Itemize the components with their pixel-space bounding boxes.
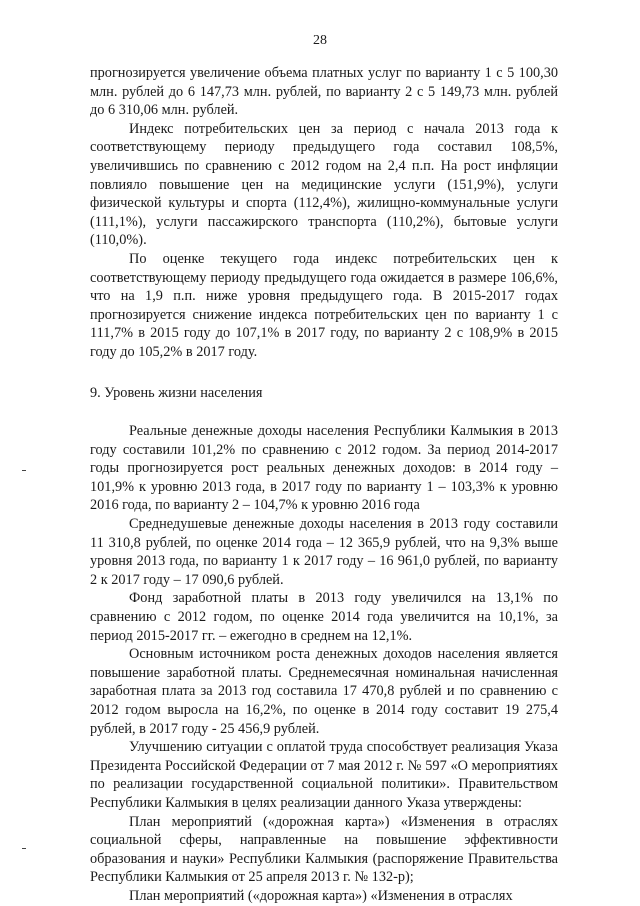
- paragraph-roadmap-education: План мероприятий («дорожная карта») «Изменения в отраслях социальной сферы, направленные на повышение эффективности образования и науки» Республики Калмыкия (распоряжение Правительства Республики Калмыкия от 25 апреля 2013 г. № 132-р);: [90, 813, 558, 886]
- section-heading: 9. Уровень жизни населения: [90, 384, 263, 401]
- margin-mark: [22, 848, 26, 849]
- paragraph-cpi-forecast: По оценке текущего года индекс потребительских цен к соответствующему периоду предыдущего года ожидается в размере 106,6%, что на 1,9 п.п. ниже уровня предыдущего года. В 2015-2017 годах прогнозируется снижение индекса потребительских цен по варианту 1 с 111,7% в 2015 году до 107,1% в 2017 году, по варианту 2 с 108,9% в 2015 году до 105,2% в 2017 году.: [90, 250, 558, 360]
- paragraph-continuation: прогнозируется увеличение объема платных услуг по варианту 1 с 5 100,30 млн. рублей до 6 147,73 млн. рублей, по варианту 2 с 5 149,73 млн. рублей до 6 310,06 млн. рублей.: [90, 65, 558, 119]
- paragraph-cpi: Индекс потребительских цен за период с начала 2013 года к соответствующему периоду предыдущего года составил 108,5%, увеличившись по сравнению с 2012 годом на 2,4 п.п. На рост инфляции повлияло повышение цен на медицинские услуги (151,9%), услуги физической культуры и спорта (112,4%), жилищно-коммунальные услуги (111,1%), услуги пассажирского транспорта (110,2%), бытовые услуги (110,0%).: [90, 120, 558, 249]
- margin-mark: [22, 470, 26, 471]
- paragraph-real-income: Реальные денежные доходы населения Республики Калмыкия в 2013 году составили 101,2% по сравнению с 2012 годом. За период 2014-2017 годы прогнозируется рост реальных денежных доходов: в 2014 году – 101,9% к уровню 2013 года, в 2017 году по варианту 1 – 103,3% к уровню 2016 года, по варианту 2 – 104,7% к уровню 2016 года: [90, 423, 558, 514]
- paragraph-decree: Улучшению ситуации с оплатой труда способствует реализация Указа Президента Российской Федерации от 7 мая 2012 г. № 597 «О мероприятиях по реализации государственной социальной политики». Правительством Республики Калмыкия в целях реализации данного Указа утверждены:: [90, 739, 558, 811]
- paragraph-average-wage: Основным источником роста денежных доходов населения является повышение заработной платы. Среднемесячная номинальная начисленная заработная плата за 2013 год составила 17 470,8 рублей и по сравнению с 2012 годом выросла на 16,2%, по оценке в 2014 году составит 19 275,4 рублей, в 2017 году - 25 456,9 рублей.: [90, 646, 558, 737]
- paragraph-per-capita-income: Среднедушевые денежные доходы населения в 2013 году составили 11 310,8 рублей, по оценке 2014 года – 12 365,9 рублей, что на 9,3% выше уровня 2013 года, по варианту 1 к 2017 году – 16 961,0 рублей, по варианту 2 к 2017 году – 17 090,6 рублей.: [90, 516, 558, 588]
- page-number: 28: [313, 33, 327, 48]
- document-body: [90, 64, 558, 906]
- paragraph-roadmap-next: План мероприятий («дорожная карта») «Изменения в отраслях: [129, 887, 513, 904]
- paragraph-wage-fund: Фонд заработной платы в 2013 году увеличился на 13,1% по сравнению с 2012 годом, по оценке 2014 года увеличится на 10,1%, за период 2015-2017 гг. – ежегодно в среднем на 12,1%.: [90, 590, 558, 644]
